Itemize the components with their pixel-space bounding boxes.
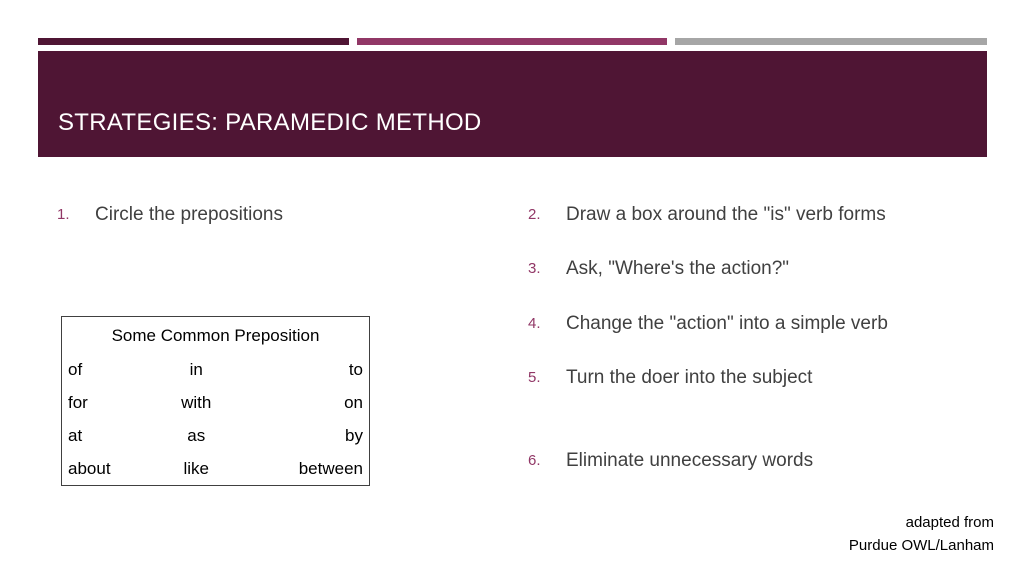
step-number: 5. xyxy=(528,369,541,386)
step-number: 3. xyxy=(528,260,541,277)
table-cell: of xyxy=(68,359,83,379)
table-cell: by xyxy=(345,425,363,445)
step-text: Eliminate unnecessary words xyxy=(566,450,814,471)
table-row xyxy=(62,452,370,486)
table-cell: to xyxy=(348,359,363,379)
step-number: 2. xyxy=(528,206,541,223)
accent-bar-right xyxy=(675,38,987,45)
accent-bar-left xyxy=(38,38,349,45)
accent-bar-middle xyxy=(357,38,667,45)
title-band xyxy=(38,51,987,157)
table-cell: about xyxy=(68,458,111,478)
table-cell: between xyxy=(298,458,363,478)
table-cell: at xyxy=(68,425,83,445)
step-number: 4. xyxy=(528,315,541,332)
slide-title: STRATEGIES: PARAMEDIC METHOD xyxy=(58,109,482,136)
prepositions-table xyxy=(61,316,370,486)
credit-line-2: Purdue OWL/Lanham xyxy=(848,537,994,554)
credit-note xyxy=(849,511,994,557)
step-text: Change the "action" into a simple verb xyxy=(566,313,888,334)
step-text: Turn the doer into the subject xyxy=(566,367,813,388)
step-number: 1. xyxy=(57,206,70,223)
table-cell: in xyxy=(189,359,203,379)
step-number: 6. xyxy=(528,452,541,469)
table-cell: like xyxy=(183,458,209,478)
table-cell: for xyxy=(68,392,88,412)
step-text: Circle the prepositions xyxy=(95,204,283,225)
table-row xyxy=(62,386,370,419)
table-cell: on xyxy=(344,392,363,412)
table-row xyxy=(62,419,370,452)
table-row xyxy=(62,353,370,386)
step-text: Draw a box around the "is" verb forms xyxy=(566,204,886,225)
table-header-row xyxy=(62,317,370,354)
credit-line-1: adapted from xyxy=(905,514,994,531)
table-header: Some Common Preposition xyxy=(111,326,320,345)
step-text: Ask, "Where's the action?" xyxy=(566,258,790,279)
table-cell: as xyxy=(187,425,206,445)
table-cell: with xyxy=(181,392,212,412)
